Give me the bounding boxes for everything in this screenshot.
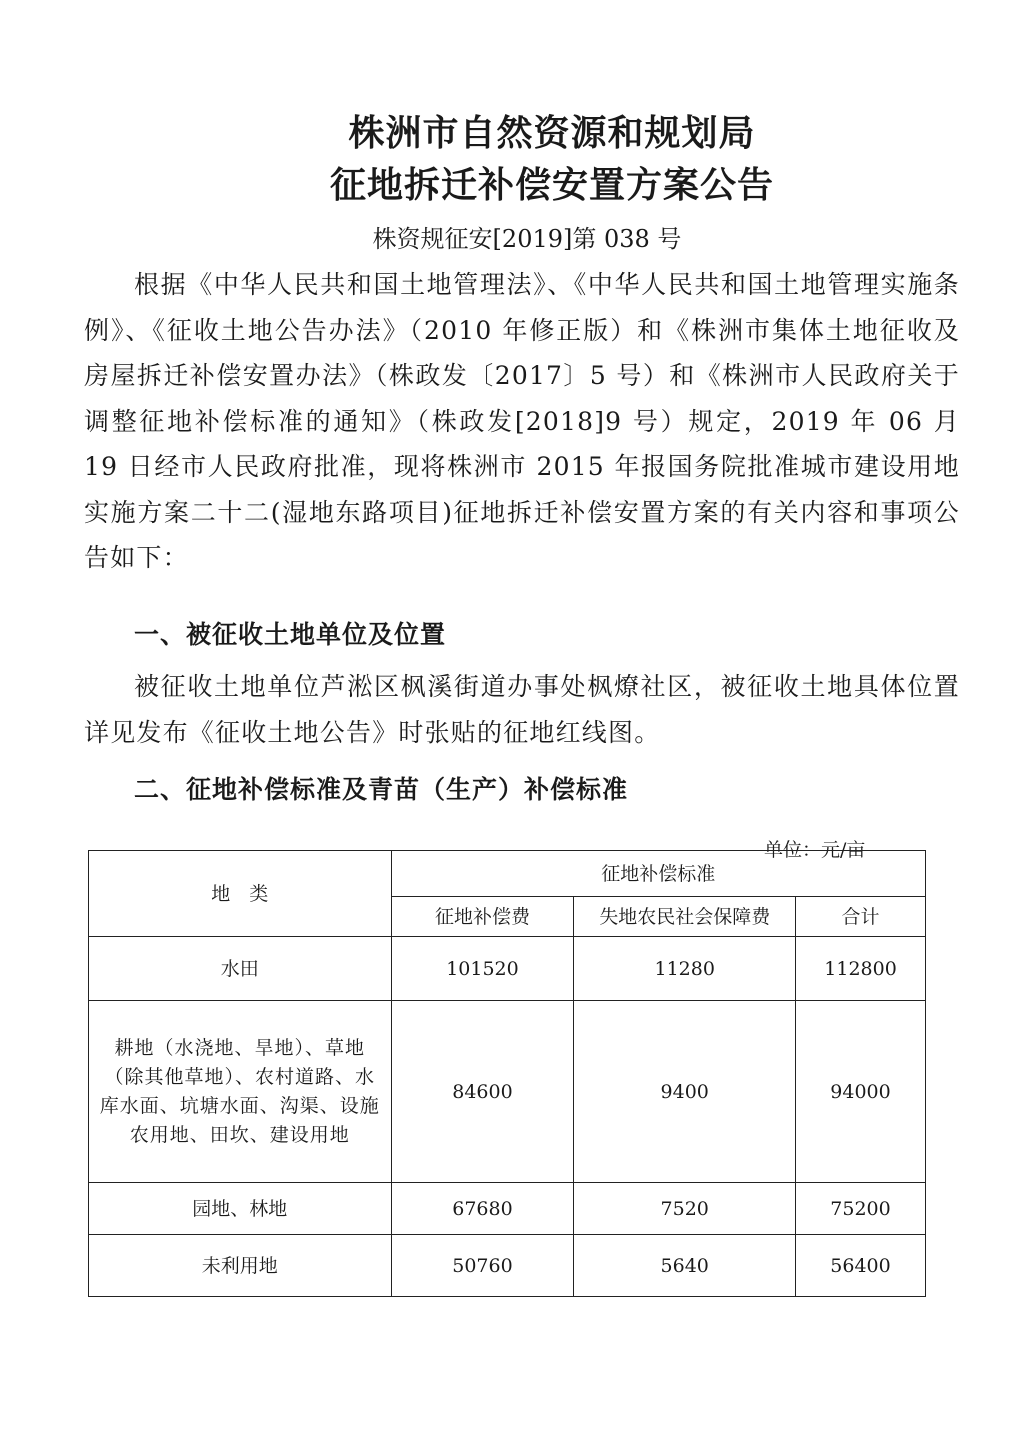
compensation-cell: 50760 xyxy=(391,1235,574,1297)
total-cell: 75200 xyxy=(796,1183,926,1235)
table-row xyxy=(89,937,926,1001)
land-type-cell: 耕地（水浇地、旱地）、草地（除其他草地）、农村道路、水库水面、坑塘水面、沟渠、设施农用地、田坎、建设用地 xyxy=(89,1001,392,1183)
table-unit-label: 单位：元/亩 xyxy=(764,839,866,861)
section1-heading: 一、被征收土地单位及位置 xyxy=(134,620,447,649)
social-security-cell: 7520 xyxy=(574,1183,796,1235)
table-row xyxy=(89,1001,926,1183)
header-total: 合计 xyxy=(796,897,926,937)
intro-paragraph: 根据《中华人民共和国土地管理法》、《中华人民共和国土地管理实施条例》、《征收土地公告办法》（2010 年修正版）和《株洲市集体土地征收及房屋拆迁补偿安置办法》（株政发〔2017〕5 号）和《株洲市人民政府关于调整征地补偿标准的通知》（株政发[2018]9 号）规定，2019 年 06 月 19 日经市人民政府批准，现将株洲市 2015 年报国务院批准城市建设用地实施方案二十二(湿地东路项目)征地拆迁补偿安置方案的有关内容和事项公告如下： xyxy=(84,270,960,572)
land-type-cell: 未利用地 xyxy=(89,1235,392,1297)
table-header-row xyxy=(89,851,926,897)
land-type-cell: 园地、林地 xyxy=(89,1183,392,1235)
compensation-cell: 84600 xyxy=(391,1001,574,1183)
land-type-cell: 水田 xyxy=(89,937,392,1001)
social-security-cell: 5640 xyxy=(574,1235,796,1297)
header-social-security-fee: 失地农民社会保障费 xyxy=(574,897,796,937)
section2-heading: 二、征地补偿标准及青苗（生产）补偿标准 xyxy=(134,775,629,804)
table-row xyxy=(89,1183,926,1235)
social-security-cell: 9400 xyxy=(574,1001,796,1183)
total-cell: 94000 xyxy=(796,1001,926,1183)
total-cell: 56400 xyxy=(796,1235,926,1297)
document-number: 株资规征安[2019]第 038 号 xyxy=(372,225,682,253)
table-row xyxy=(89,1235,926,1297)
compensation-cell: 67680 xyxy=(391,1183,574,1235)
header-compensation-fee: 征地补偿费 xyxy=(391,897,574,937)
header-compensation-group: 征地补偿标准 xyxy=(391,851,925,897)
document-title-line2: 征地拆迁补偿安置方案公告 xyxy=(329,165,774,206)
social-security-cell: 11280 xyxy=(574,937,796,1001)
section1-text: 被征收土地单位芦淞区枫溪街道办事处枫燎社区，被征收土地具体位置详见发布《征收土地公告》时张贴的征地红线图。 xyxy=(84,672,960,747)
document-title-line1: 株洲市自然资源和规划局 xyxy=(348,113,756,154)
compensation-cell: 101520 xyxy=(391,937,574,1001)
total-cell: 112800 xyxy=(796,937,926,1001)
compensation-table xyxy=(88,850,926,1297)
header-land-type: 地 类 xyxy=(89,851,392,937)
